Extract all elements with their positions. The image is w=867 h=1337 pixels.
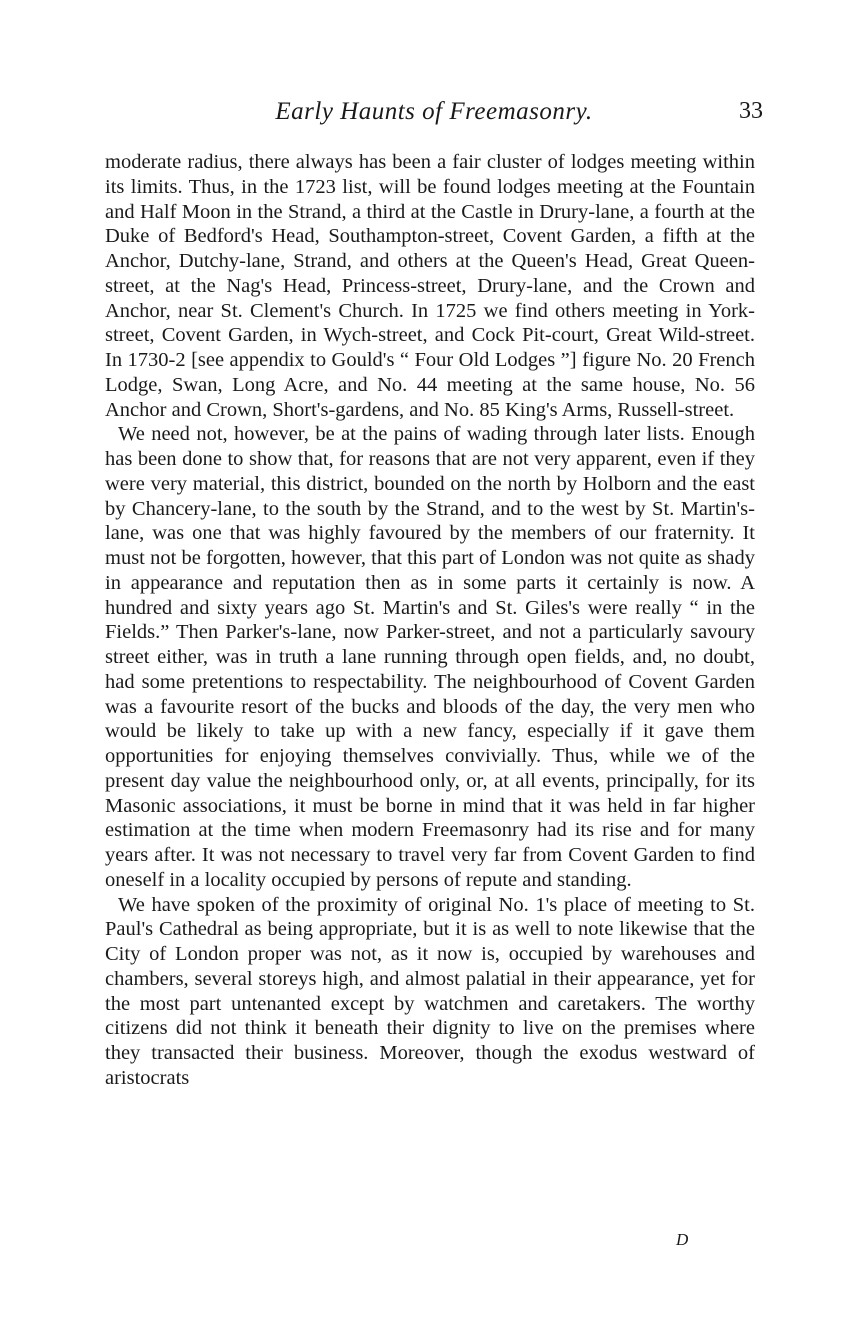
paragraph: moderate radius, there always has been a fair cluster of lodges meeting within its limits. Thus, in the 1723 list, will be found lodges meeting at the Fountain and Half Moon in the Strand, a third at the Castle in Drury-lane, a fourth at the Duke of Bedford's Head, Southampton-street, Covent Garden, a fifth at the Anchor, Dutchy-lane, Strand, and others at the Queen's Head, Great Queen-street, at the Nag's Head, Princess-street, Drury-lane, and the Crown and Anchor, near St. Clement's Church. In 1725 we find others meeting in York-street, Covent Garden, in Wych-street, and Cock Pit-court, Great Wild-street. In 1730-2 [see appendix to Gould's “ Four Old Lodges ”] figure No. 20 French Lodge, Swan, Long Acre, and No. 44 meeting at the same house, No. 56 Anchor and Crown, Short's-gardens, and No. 85 King's Arms, Russell-street. (105, 151, 755, 421)
paragraph: We have spoken of the proximity of original No. 1's place of meeting to St. Paul's Cathedral as being appropriate, but it is as well to note likewise that the City of London proper was not, as it now is, occupied by warehouses and chambers, several storeys high, and almost palatial in their appearance, yet for the most part untenanted except by watchmen and caretakers. The worthy citizens did not think it beneath their dignity to live on the premises where they transacted their business. Moreover, though the exodus westward of aristocrats (105, 893, 755, 1089)
page-number: 33 (739, 98, 763, 124)
running-title: Early Haunts of Freemasonry. (275, 98, 593, 125)
paragraph: We need not, however, be at the pains of wading through later lists. Enough has been done to show that, for reasons that are not very apparent, even if they were very material, this district, bounded on the north by Holborn and the east by Chancery-lane, to the south by the Strand, and to the west by St. Martin's-lane, was one that was highly favoured by the members of our fraternity. It must not be forgotten, however, that this part of London was not quite as shady in appearance and reputation then as in some parts it certainly is now. A hundred and sixty years ago St. Martin's and St. Giles's were really “ in the Fields.” Then Parker's-lane, now Parker-street, and not a particularly savoury street either, was in truth a lane running through open fields, and, no doubt, had some pretentions to respectability. The neighbourhood of Covent Garden was a favourite resort of the bucks and bloods of the day, the very men who would be likely to take up with a new fancy, especially if it gave them opportunities for enjoying themselves convivially. Thus, while we of the present day value the neighbourhood only, or, at all events, principally, for its Masonic associations, it must be borne in mind that it was held in far higher estimation at the time when modern Freemasonry had its rise and for many years after. It was not necessary to travel very far from Covent Garden to find oneself in a locality occupied by persons of repute and standing. (105, 423, 755, 891)
body-text (105, 150, 755, 1091)
running-head (105, 98, 763, 130)
signature-mark: D (676, 1230, 689, 1249)
